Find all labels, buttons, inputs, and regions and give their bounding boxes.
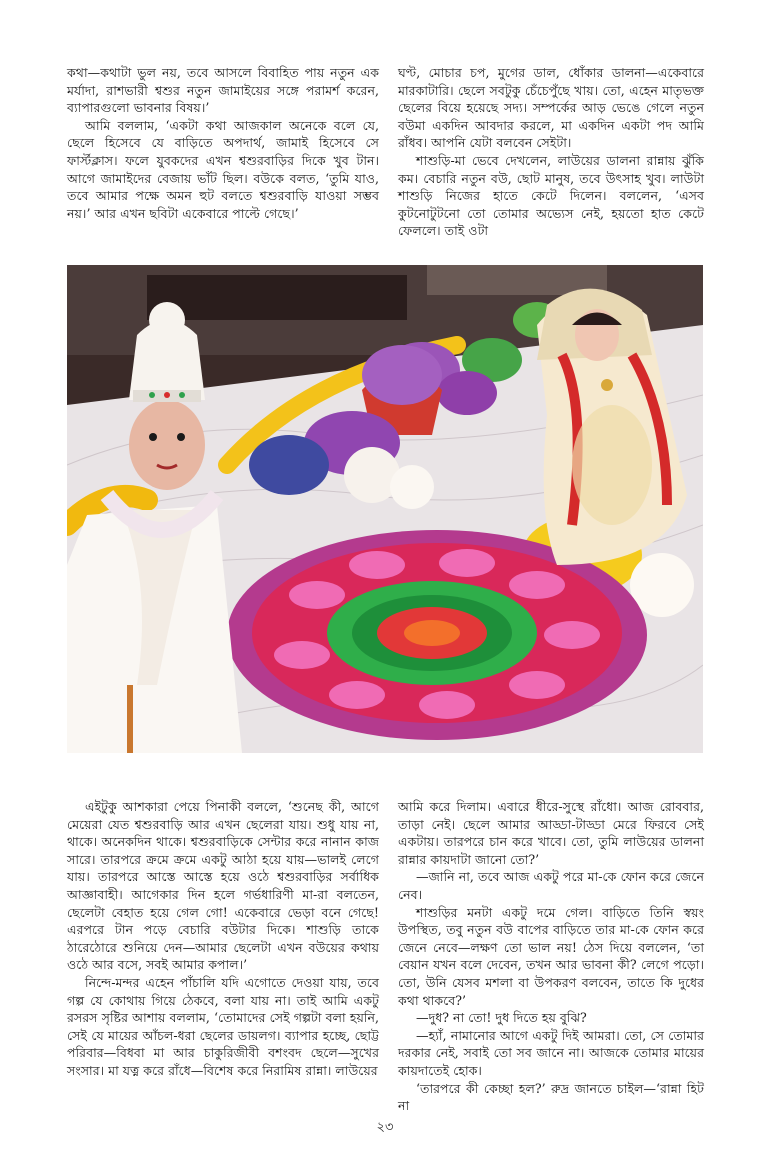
- paragraph: আমি করে দিলাম। এবারে ধীরে-সুস্থে রাঁধো। আজ রোববার, তাড়া নেই। ছেলে আমার আড্ডা-টাড্ডা মেরে ফিরবে সেই একটায়। তারপরে চান করে খাবে। তো, তুমি লাউয়ের ডালনা রান্নার কায়দাটা জানো তো?’: [398, 799, 704, 867]
- paragraph: ঘণ্ট, মোচার চপ, মুগের ডাল, ধোঁকার ডালনা—একেবারে মারকাটারি। ছেলে সবটুকু চেঁচেপুঁছে খায়। তো, এহেন মাতৃভক্ত ছেলের বিয়ে হয়েছে সদ্য। সম্পর্কের আড় ভেঙে গেলে নতুন বউমা একদিন আবদার করলে, মা একদিন একটা পদ আমি রাঁধব। আপনি যেটা বলবেন সেইটা।: [398, 65, 704, 151]
- text-column-bottom-left: [67, 798, 379, 1080]
- paragraph: কথা—কথাটা ভুল নয়, তবে আসলে বিবাহিত পায় নতুন এক মর্যাদা, রাশভারী শ্বশুর নতুন জামাইয়ের সঙ্গে পরামর্শ করেন, ব্যাপারগুলো ভাবনার বিষয়।’: [67, 65, 379, 116]
- text-column-bottom-right: [398, 798, 704, 1115]
- paragraph: শাশুড়ি-মা ভেবে দেখলেন, লাউয়ের ডালনা রান্নায় ঝুঁকি কম। বেচারি নতুন বউ, ছোট মানুষ, তবে উৎসাহ খুব। লাউটা শাশুড়ি নিজের হাতে কেটে দিলেন। বললেন, ‘এসব কুটনোটুটনো তো তোমার অভ্যেস নেই, হয়তো হাত কেটে ফেললে। তাই ওটা: [398, 152, 704, 239]
- paragraph: —হ্যাঁ, নামানোর আগে একটু দিই আমরা। তো, সে তোমার দরকার নেই, সবাই তো সব জানে না। আজকে তোমার মায়ের কায়দাতেই হোক।: [398, 1027, 704, 1078]
- paragraph: —দুধ? না তো! দুধ দিতে হয় বুঝি?: [416, 1010, 587, 1026]
- text-column-top-left: [67, 64, 379, 222]
- paragraph: শাশুড়ির মনটা একটু দমে গেল। বাড়িতে তিনি স্বয়ং উপস্থিত, তবু নতুন বউ বাপের বাড়িতে তার মা-কে ফোন করে জেনে নেবে—লক্ষণ তো ভাল নয়! ঠেস দিয়ে বললেন, ‘তা বেয়ান যখন বলে দেবেন, তখন আর ভাবনা কী? লেগে পড়ো। তো, উনি যেসব মশলা বা উপকরণ বলবেন, তাতে কি দুধের কথা থাকবে?’: [398, 904, 704, 1008]
- text-column-top-right: [398, 64, 704, 240]
- paragraph: নিন্দে-মন্দর এহেন পাঁচালি যদি এগোতে দেওয়া যায়, তবে গল্প যে কোথায় গিয়ে ঠেকবে, বলা যায় না। তাই আমি একটু রসরস সৃষ্টির আশায় বললাম, ‘তোমাদের সেই গল্পটা বলা হয়নি, সেই যে মায়ের আঁচল-ধরা ছেলের ডায়লগ। ব্যাপার হচ্ছে, ছোট্ট পরিবার—বিধবা মা আর চাকুরিজীবী বশংবদ ছেলে—সুখের সংসার। মা যত্ন করে রাঁধে—বিশেষ করে নিরামিষ রান্না। লাউয়ের: [67, 974, 379, 1078]
- paragraph: এইটুকু আশকারা পেয়ে পিনাকী বললে, ‘শুনেছ কী, আগে মেয়েরা যেত শ্বশুরবাড়ি আর এখন ছেলেরা যায়। শুধু যায় না, থাকে। অনেকদিন থাকে। শ্বশুরবাড়িকে সেন্টার করে নানান কাজ সারে। তারপরে ক্রমে ক্রমে একটু আঠা হয়ে যায়—ভালই লেগে যায়। তারপরে আস্তে আস্তে হয়ে ওঠে শ্বশুরবাড়ির সর্বাধিক আজ্ঞাবাহী। আগেকার দিন হলে গর্ভধারিণী মা-রা বলতেন, ছেলেটা বেহাত হয়ে গেল গো! একেবারে ভেড়া বনে গেছে! এরপরে টান পড়ে বেচারি বউটার দিকে। শাশুড়ি তাকে ঠারেঠোরে শুনিয়ে দেন—আমার ছেলেটা এখন বউয়ের কথায় ওঠে আর বসে, সবই আমার কপাল।’: [67, 799, 379, 973]
- paragraph: —জানি না, তবে আজ একটু পরে মা-কে ফোন করে জেনে নেব।: [398, 869, 704, 902]
- paragraph: ‘তারপরে কী কেচ্ছা হল?’ রুদ্র জানতে চাইল—‘রান্না হিট না: [398, 1080, 704, 1114]
- paragraph: আমি বললাম, ‘একটা কথা আজকাল অনেকে বলে যে, ছেলে হিসেবে যে বাড়িতে অপদার্থ, জামাই হিসেবে সে ফার্স্টক্লাস। ফলে যুবকদের এখন শ্বশুরবাড়ির দিকে খুব টান। আগে জামাইদের বেজায় ভাঁট ছিল। বউকে বলত, ‘তুমি যাও, তবে আমার পক্ষে অমন হুট বলতে শ্বশুরবাড়ি যাওয়া সম্ভব নয়।’ আর এখন ছবিটা একেবারে পাল্টে গেছে।’: [67, 117, 379, 221]
- wedding-dolls-photo: [67, 265, 703, 753]
- page-number: ২৩: [376, 1120, 394, 1135]
